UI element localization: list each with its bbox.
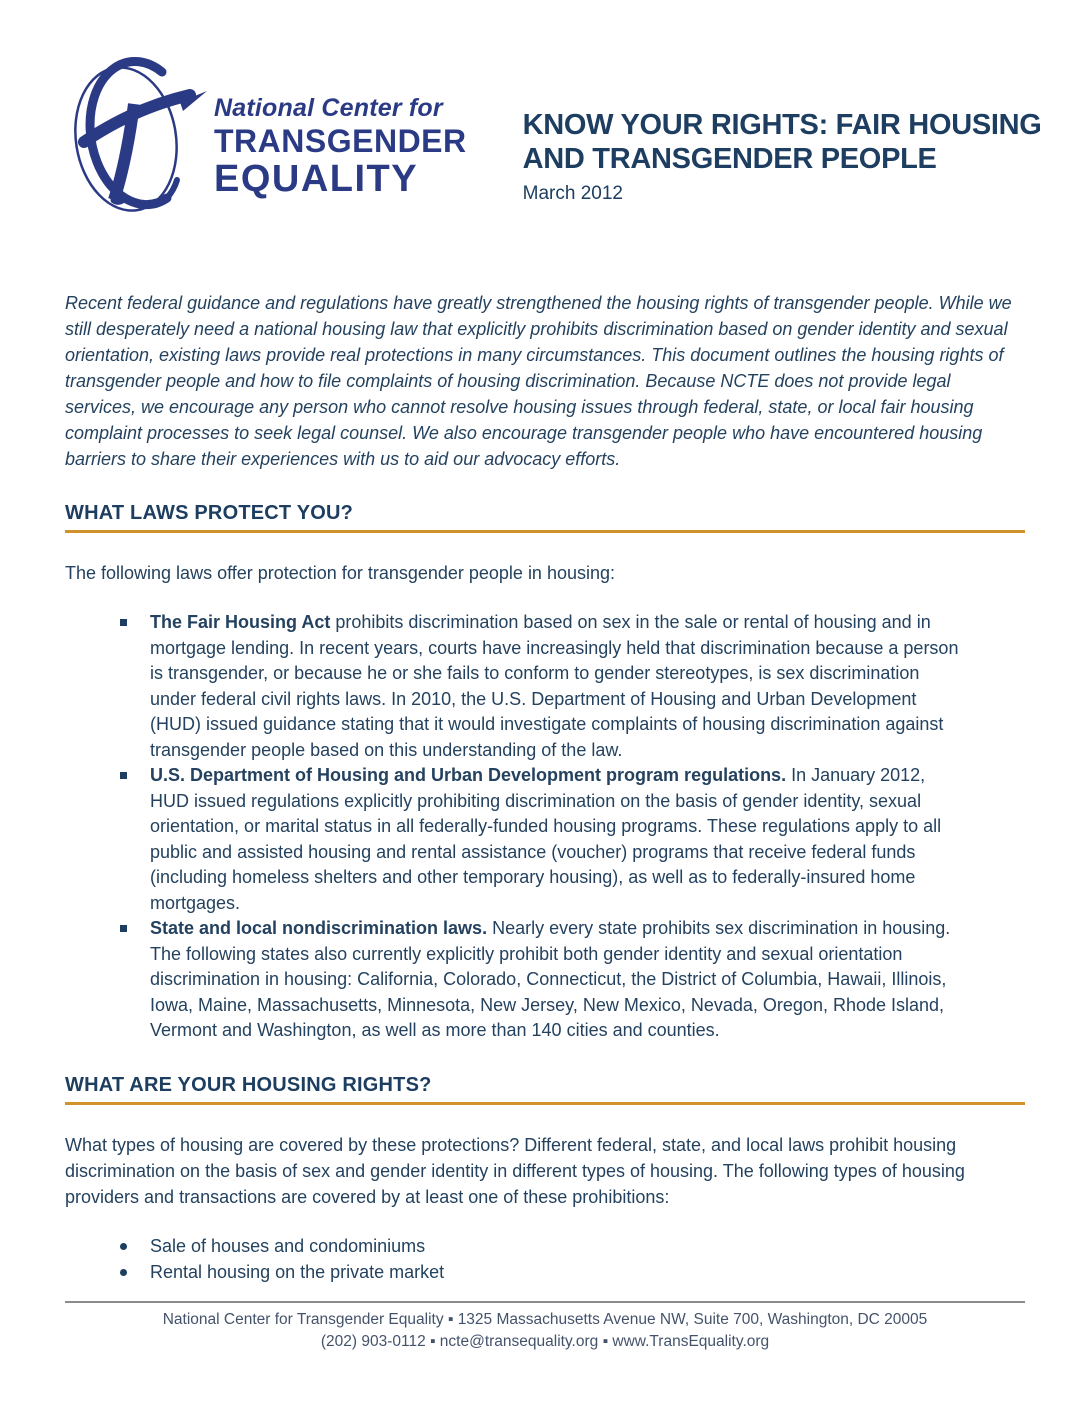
document-footer: [65, 1301, 1025, 1353]
page-title-line-1: KNOW YOUR RIGHTS: FAIR HOUSING: [522, 109, 1042, 141]
bullet-text: In January 2012, HUD issued regulations explicitly prohibiting discrimination on the basis of gender identity, sexual orientation, or marital status in all federally-funded housing programs. These regulations apply to all public and assisted housing and rental assistance (voucher) programs that receive federal funds (including homeless shelters and other temporary housing), as well as to federally-insured home mortgages.: [150, 765, 942, 913]
heading-accent-rule: [65, 530, 1025, 533]
footer-address-line: National Center for Transgender Equality ▪ 1325 Massachusetts Avenue NW, Suite 700, Washington, DC 20005: [162, 1311, 928, 1328]
list-item: [120, 610, 1025, 763]
bullet-bold-lead: U.S. Department of Housing and Urban Development program regulations.: [150, 765, 787, 785]
logo-line-national-center-for: National Center for: [214, 94, 443, 122]
ncte-t-circle-icon: [68, 50, 210, 226]
list-item: [120, 1260, 1025, 1286]
list-item: [120, 916, 1025, 1044]
bullet-text: prohibits discrimination based on sex in the sale or rental of housing and in mortgage lending. In recent years, courts have increasingly held that discrimination because a person is transgender, or because he or she fails to conform to gender stereotypes, is sex discrimination under federal civil rights laws. In 2010, the U.S. Department of Housing and Urban Development (HUD) issued guidance stating that it would investigate complaints of housing discrimination against transgender people based on this understanding of the law.: [150, 612, 959, 760]
section-heading: WHAT ARE YOUR HOUSING RIGHTS?: [65, 1073, 432, 1096]
bullet-bold-lead: State and local nondiscrimination laws.: [150, 918, 488, 938]
section-what-laws-protect-you: [65, 502, 1025, 1044]
bullet-text: Nearly every state prohibits sex discrimination in housing. The following states also currently explicitly prohibit both gender identity and sexual orientation discrimination in housing: California, Colorado, Connecticut, the District of Columbia, Hawaii, Illinois, Iowa, Maine, Massachusetts, Minnesota, New Jersey, New Mexico, Nevada, Oregon, Rhode Island, Vermont and Washington, as well as more than 140 cities and counties.: [150, 918, 951, 1040]
section-lead: The following laws offer protection for transgender people in housing:: [65, 563, 616, 583]
bullet-text: Sale of houses and condominiums: [150, 1235, 426, 1256]
bullet-square-icon: [120, 925, 127, 932]
page-title-line-2: AND TRANSGENDER PEOPLE: [522, 143, 937, 175]
page-title: [522, 108, 1042, 176]
document-date: March 2012: [522, 183, 623, 204]
section-lead: What types of housing are covered by these protections? Different federal, state, and local laws prohibit housing discrimination on the basis of sex and gender identity in different types of housing. The following types of housing providers and transactions are covered by at least one of these prohibitions:: [65, 1134, 965, 1207]
section-what-are-your-housing-rights: [65, 1074, 1025, 1286]
bullet-square-icon: [120, 619, 127, 626]
list-item: [120, 1234, 1025, 1260]
housing-types-list: [65, 1234, 1025, 1286]
bullet-bold-lead: The Fair Housing Act: [150, 612, 331, 632]
intro-paragraph: Recent federal guidance and regulations have greatly strengthened the housing rights of transgender people. While we still desperately need a national housing law that explicitly prohibits discrimination based on gender identity and sexual orientation, existing laws provide real protections in many circumstances. This document outlines the housing rights of transgender people and how to file complaints of housing discrimination. Because NCTE does not provide legal services, we encourage any person who cannot resolve housing issues through federal, state, or local fair housing complaint processes to seek legal counsel. We also encourage transgender people who have encountered housing barriers to share their experiences with us to aid our advocacy efforts.: [65, 293, 1012, 469]
list-item: [120, 763, 1025, 916]
bullet-text: Rental housing on the private market: [150, 1262, 445, 1282]
bullet-dot-icon: [120, 1243, 127, 1250]
section-heading: WHAT LAWS PROTECT YOU?: [65, 502, 354, 524]
ncte-logo: [65, 50, 467, 226]
title-block: [522, 50, 1042, 205]
document-header: [65, 50, 1042, 226]
ncte-logo-wordmark: [214, 96, 467, 226]
heading-accent-rule: [65, 1102, 1025, 1105]
laws-list: [65, 610, 1025, 1044]
bullet-square-icon: [120, 772, 127, 779]
footer-contact-line: (202) 903-0112 ▪ ncte@transequality.org ▪ www.TransEquality.org: [320, 1333, 770, 1350]
logo-line-equality: EQUALITY: [214, 158, 419, 200]
logo-line-transgender: TRANSGENDER: [214, 123, 467, 159]
bullet-dot-icon: [120, 1269, 127, 1276]
